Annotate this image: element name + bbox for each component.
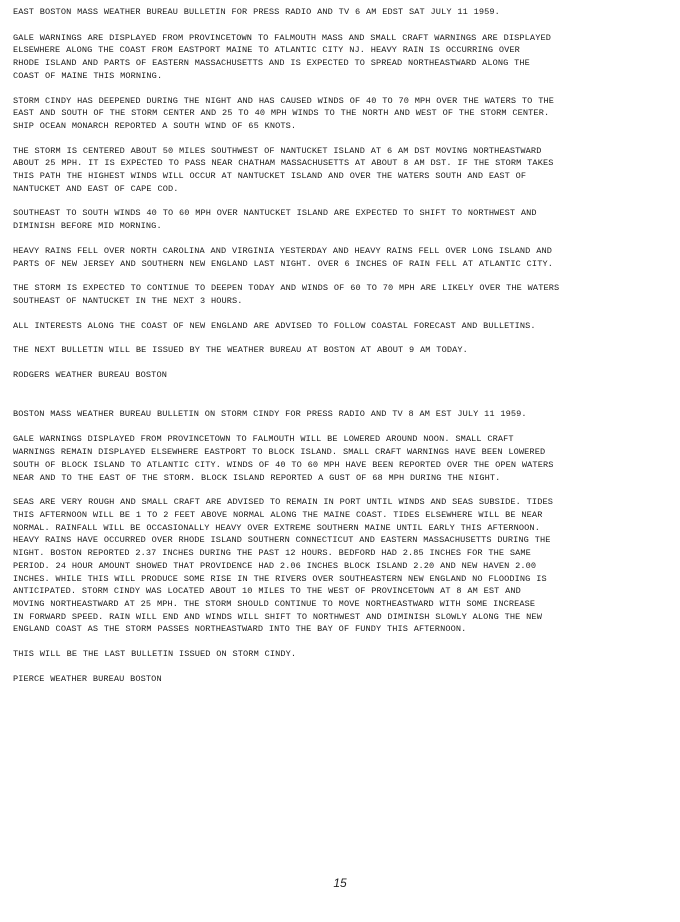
bulletin-6am — [13, 6, 665, 382]
storm-deepen-paragraph: THE STORM IS EXPECTED TO CONTINUE TO DEEPEN TODAY AND WINDS OF 60 TO 70 MPH ARE LIKELY OVER THE WATERS SOUTHEAST OF NANTUCKET IN THE NEXT 3 HOURS. — [13, 283, 560, 306]
storm-center-paragraph: THE STORM IS CENTERED ABOUT 50 MILES SOUTHWEST OF NANTUCKET ISLAND AT 6 AM DST MOVING NORTHEASTWARD ABOUT 25 MPH. IT IS EXPECTED TO PASS NEAR CHATHAM MASSACHUSETTS AT ABOUT 8 AM DST. IF THE STORM TAKES THIS PATH THE HIGHEST WINDS WILL OCCUR AT NANTUCKET ISLAND AND OVER THE WATERS SOUTH AND EAST OF NANTUCKET AND EAST OF CAPE COD. — [13, 145, 554, 194]
bulletin-8am-title: BOSTON MASS WEATHER BUREAU BULLETIN ON STORM CINDY FOR PRESS RADIO AND TV 8 AM EST JULY 11 1959. — [13, 408, 527, 419]
bulletin-8am-signature: PIERCE WEATHER BUREAU BOSTON — [13, 673, 162, 684]
page-number: 15 — [333, 876, 347, 890]
nantucket-winds-paragraph: SOUTHEAST TO SOUTH WINDS 40 TO 60 MPH OVER NANTUCKET ISLAND ARE EXPECTED TO SHIFT TO NORTHWEST AND DIMINISH BEFORE MID MORNING. — [13, 208, 537, 232]
bulletin-8am — [13, 408, 665, 686]
bulletin-6am-signature: RODGERS WEATHER BUREAU BOSTON — [13, 370, 167, 381]
coastal-advisory-paragraph: ALL INTERESTS ALONG THE COAST OF NEW ENGLAND ARE ADVISED TO FOLLOW COASTAL FORECAST AND BULLETINS. — [13, 320, 536, 331]
seas-rough-paragraph: SEAS ARE VERY ROUGH AND SMALL CRAFT ARE ADVISED TO REMAIN IN PORT UNTIL WINDS AND SEAS SUBSIDE. TIDES THIS AFTERNOON WILL BE 1 TO 2 FEET ABOVE NORMAL ALONG THE MAINE COAST. TIDES ELSEWHERE WILL BE NEAR NORMAL. RAINFALL WILL BE OCCASIONALLY HEAVY OVER EXTREME SOUTHERN MAINE UNTIL EARLY THIS AFTERNOON. HEAVY RAINS HAVE OCCURRED OVER RHODE ISLAND SOUTHERN CONNECTICUT AND EASTERN MASSACHUSETTS DURING THE NIGHT. BOSTON REPORTED 2.37 INCHES DURING THE PAST 12 HOURS. BEDFORD HAD 2.85 INCHES FOR THE SAME PERIOD. 24 HOUR AMOUNT SHOWED THAT PROVIDENCE HAD 2.06 INCHES BLOCK ISLAND 2.20 AND NEW HAVEN 2.00 INCHES. WHILE THIS WILL PRODUCE SOME RISE IN THE RIVERS OVER SOUTHEASTERN NEW ENGLAND NO FLOODING IS ANTICIPATED. STORM CINDY WAS LOCATED ABOUT 10 MILES TO THE WEST OF PROVINCETOWN AT 8 AM EST AND MOVING NORTHEASTWARD AT 25 MPH. THE STORM SHOULD CONTINUE TO MOVE NORTHEASTWARD WITH SOME INCREASE IN FORWARD SPEED. RAIN WILL END AND WINDS WILL SHIFT TO NORTHWEST AND DIMINISH SLOWLY ALONG THE NEW ENGLAND COAST AS THE STORM PASSES NORTHEASTWARD INTO THE BAY OF FUNDY THIS AFTERNOON. — [13, 497, 553, 635]
heavy-rains-paragraph: HEAVY RAINS FELL OVER NORTH CAROLINA AND VIRGINIA YESTERDAY AND HEAVY RAINS FELL OVER LONG ISLAND AND PARTS OF NEW JERSEY AND SOUTHERN NEW ENGLAND LAST NIGHT. OVER 6 INCHES OF RAIN FELL AT ATLANTIC CITY. — [13, 245, 553, 269]
gale-warnings-lowered-paragraph: GALE WARNINGS DISPLAYED FROM PROVINCETOWN TO FALMOUTH WILL BE LOWERED AROUND NOON. SMALL CRAFT WARNINGS REMAIN DISPLAYED ELSEWHERE EASTPORT TO BLOCK ISLAND. SMALL CRAFT WARNINGS HAVE BEEN LOWERED SOUTH OF BLOCK ISLAND TO ATLANTIC CITY. WINDS OF 40 TO 60 MPH HAVE BEEN REPORTED OVER THE OPEN WATERS NEAR AND TO THE EAST OF THE STORM. BLOCK ISLAND REPORTED A GUST OF 68 MPH DURING THE NIGHT. — [13, 434, 554, 483]
next-bulletin-paragraph: THE NEXT BULLETIN WILL BE ISSUED BY THE WEATHER BUREAU AT BOSTON AT ABOUT 9 AM TODAY. — [13, 345, 468, 356]
last-bulletin-paragraph: THIS WILL BE THE LAST BULLETIN ISSUED ON STORM CINDY. — [13, 649, 297, 660]
gale-warnings-paragraph: GALE WARNINGS ARE DISPLAYED FROM PROVINCETOWN TO FALMOUTH MASS AND SMALL CRAFT WARNINGS ARE DISPLAYED ELSEWHERE ALONG THE COAST FROM EASTPORT MAINE TO ATLANTIC CITY NJ. HEAVY RAIN IS OCCURRING OVER RHODE ISLAND AND PARTS OF EASTERN MASSACHUSETTS AND IS EXPECTED TO SPREAD NORTHEASTWARD ALONG THE COAST OF MAINE THIS MORNING. — [13, 32, 551, 81]
storm-cindy-deepened-paragraph: STORM CINDY HAS DEEPENED DURING THE NIGHT AND HAS CAUSED WINDS OF 40 TO 70 MPH OVER THE WATERS TO THE EAST AND SOUTH OF THE STORM CENTER AND 25 TO 40 MPH WINDS TO THE NORTH AND WEST OF THE STORM CENTER. SHIP OCEAN MONARCH REPORTED A SOUTH WIND OF 65 KNOTS. — [13, 95, 554, 131]
document-page — [13, 6, 665, 697]
bulletin-6am-title: EAST BOSTON MASS WEATHER BUREAU BULLETIN FOR PRESS RADIO AND TV 6 AM EDST SAT JULY 11 1959. — [13, 7, 500, 17]
bulletin-separator — [13, 394, 665, 408]
